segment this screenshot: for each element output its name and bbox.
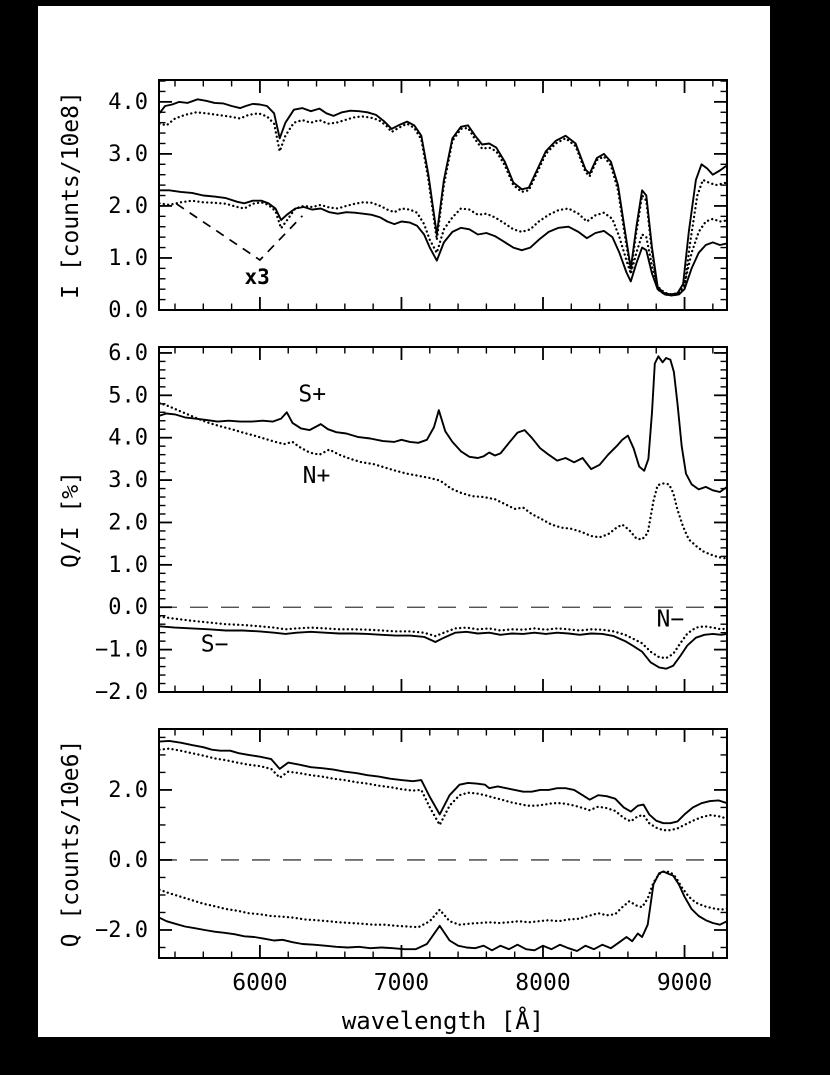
ytick-label: 6.0 (108, 340, 148, 366)
annotation-N+: N+ (302, 463, 331, 490)
annotation-N−: N− (656, 606, 685, 633)
ytick-label: −2.0 (95, 680, 148, 705)
ytick-label: 4.0 (108, 425, 148, 451)
ytick-label: 4.0 (108, 89, 148, 115)
xtick-label: 6000 (232, 970, 288, 996)
ytick-label: 0.0 (108, 298, 148, 323)
xtick-label: 9000 (656, 970, 713, 996)
ytick-label: 1.0 (108, 245, 148, 271)
ytick-label: −2.0 (95, 917, 148, 943)
xtick-label: 7000 (373, 970, 430, 996)
y-axis-title: Q/I [%] (58, 471, 84, 568)
y-axis-title: Q [counts/10e6] (58, 739, 84, 948)
annotation-x3: x3 (244, 264, 270, 289)
annotation-S+: S+ (298, 381, 327, 408)
x-axis-title: wavelength [Å] (341, 1007, 545, 1035)
ytick-label: 2.0 (108, 777, 148, 803)
y-axis-title: I [counts/10e8] (58, 91, 84, 299)
xtick-label: 8000 (515, 970, 571, 996)
ytick-label: −1.0 (95, 637, 148, 663)
ytick-label: 3.0 (108, 468, 148, 494)
annotation-S−: S− (200, 631, 229, 658)
ytick-label: 1.0 (108, 552, 148, 578)
ytick-label: 5.0 (108, 383, 148, 409)
ytick-label: 3.0 (108, 141, 148, 167)
ytick-label: 2.0 (108, 193, 148, 219)
ytick-label: 0.0 (108, 595, 148, 621)
ytick-label: 2.0 (108, 510, 148, 536)
ytick-label: 0.0 (108, 847, 148, 873)
